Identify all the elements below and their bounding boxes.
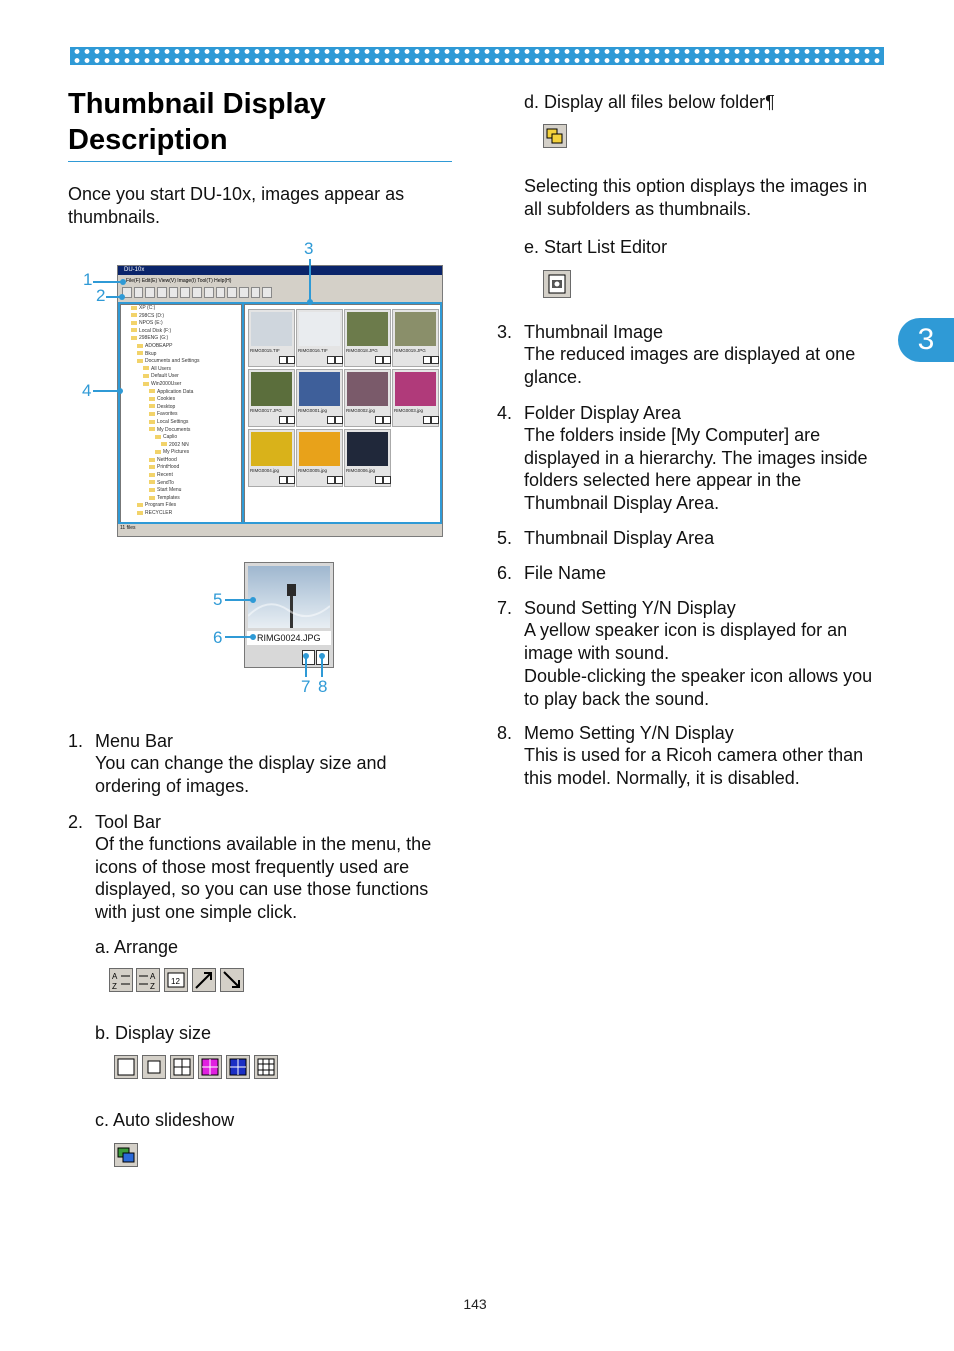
list-title-folder-display-area: Folder Display Area (524, 403, 682, 423)
thumbnail-item[interactable]: RIMG0016.TIF (296, 309, 343, 367)
page-number: 143 (463, 1296, 487, 1312)
size-medium-icon (142, 1055, 166, 1079)
tree-item[interactable]: My Pictures (121, 449, 241, 457)
callout-1-line (93, 281, 123, 283)
callout-5: 5 (213, 590, 223, 609)
tree-item[interactable]: Favorites (121, 411, 241, 419)
tree-item[interactable]: Start Menu (121, 487, 241, 495)
tree-item[interactable]: ADOBEAPP (121, 343, 241, 351)
list-num-6: 6. (497, 563, 513, 583)
tree-item[interactable]: Program Files (121, 502, 241, 510)
size-four-grid-icon (170, 1055, 194, 1079)
sort-ascending-icon (109, 968, 133, 992)
svg-text:Z: Z (150, 982, 155, 991)
tree-item[interactable]: NPOS (E:) (121, 320, 241, 328)
tree-item[interactable]: PrintHood (121, 464, 241, 472)
list-body-tool-bar: Of the functions available in the menu, the icons of those most frequently used are displayed, so you can use those functions with just one simple click. (95, 834, 432, 922)
sub-display-size: b. Display size (95, 1023, 212, 1043)
list-body-memo-setting: This is used for a Ricoh camera other than this model. Normally, it is disabled. (524, 745, 864, 788)
thumbnail-image (248, 566, 330, 628)
callout-1-dot (120, 279, 126, 285)
tree-item[interactable]: Recent (121, 472, 241, 480)
callout-1: 1 (83, 270, 93, 289)
slideshow-icon (114, 1143, 138, 1167)
svg-text:12: 12 (171, 977, 180, 986)
tree-item[interactable]: Local Disk (F:) (121, 328, 241, 336)
size-magenta-grid-icon (198, 1055, 222, 1079)
callout-3: 3 (304, 239, 314, 258)
callout-7-dot (303, 653, 309, 659)
thumbnail-item[interactable]: RIMG0003.jpg (392, 369, 439, 427)
list-title-memo-setting: Memo Setting Y/N Display (524, 723, 734, 743)
page-title: Thumbnail Display Description (68, 88, 326, 156)
tree-item[interactable]: XP (C:) (121, 305, 241, 313)
list-body2-sound-setting: Double-clicking the speaker icon allows you to play back the sound. (524, 666, 873, 709)
tree-item[interactable]: RECYCLER (121, 510, 241, 518)
thumbnail-item[interactable]: RIMG0006.jpg (344, 429, 391, 487)
tree-item[interactable]: All Users (121, 366, 241, 374)
svg-text:Z: Z (112, 982, 117, 991)
callout-6-line (225, 636, 253, 638)
tree-item[interactable]: Documents and Settings (121, 358, 241, 366)
list-num-3: 3. (497, 322, 513, 342)
list-title-thumbnail-display-area: Thumbnail Display Area (524, 528, 715, 548)
callout-6: 6 (213, 628, 223, 647)
list-body-folder-display-area: The folders inside [My Computer] are displayed in a hierarchy. The images inside folders selected here appear in the Thumbnail Display Area. (524, 425, 868, 513)
tree-item[interactable]: SendTo (121, 480, 241, 488)
callout-3-dot (307, 299, 313, 305)
screenshot-tool-bar (122, 287, 272, 299)
size-nine-grid-icon (254, 1055, 278, 1079)
intro-text: Once you start DU-10x, images appear as thumbnails. (68, 184, 405, 227)
header-pattern-band (70, 47, 884, 65)
tree-item[interactable]: Bkup (121, 351, 241, 359)
folder-area-highlight (118, 302, 244, 524)
list-num-2: 2. (68, 812, 84, 832)
list-title-file-name: File Name (524, 563, 607, 583)
callout-4: 4 (82, 381, 92, 400)
tree-item[interactable]: Cookies (121, 396, 241, 404)
callout-3-line (309, 259, 311, 303)
thumbnail-item[interactable]: RIMG0005.jpg (296, 429, 343, 487)
tree-item[interactable]: NetHood (121, 457, 241, 465)
list-num-5: 5. (497, 528, 513, 548)
arrow-down-right-icon (220, 968, 244, 992)
list-body-menu-bar: You can change the display size and ordering of images. (95, 753, 387, 796)
list-title-thumbnail-image: Thumbnail Image (524, 322, 664, 342)
callout-5-dot (250, 597, 256, 603)
arrange-icons (109, 968, 249, 994)
list-title-tool-bar: Tool Bar (95, 812, 162, 832)
tree-item[interactable]: Local Settings (121, 419, 241, 427)
callout-2: 2 (96, 286, 106, 305)
thumbnail-item[interactable]: RIMG0002.jpg (344, 369, 391, 427)
sort-descending-icon (136, 968, 160, 992)
thumbnail-item[interactable]: RIMG0001.jpg (296, 369, 343, 427)
size-blue-grid-icon (226, 1055, 250, 1079)
sub-start-list-editor: e. Start List Editor (524, 237, 668, 257)
tree-item[interactable]: Desktop (121, 404, 241, 412)
thumbnail-item[interactable]: RIMG0015.TIF (248, 309, 295, 367)
display-size-icons (114, 1055, 284, 1081)
chapter-tab: 3 (898, 318, 954, 362)
callout-7: 7 (301, 677, 311, 696)
display-all-files-icon (543, 124, 567, 148)
svg-text:A: A (150, 972, 156, 981)
tree-item[interactable]: 298ENG (G:) (121, 335, 241, 343)
arrow-up-right-icon (192, 968, 216, 992)
list-body-sound-setting: A yellow speaker icon is displayed for an image with sound. (524, 620, 848, 663)
sub-arrange: a. Arrange (95, 937, 179, 957)
callout-6-dot (250, 634, 256, 640)
thumbnail-item[interactable]: RIMG0018.JPG (344, 309, 391, 367)
thumbnail-item[interactable]: RIMG0019.JPG (392, 309, 439, 367)
size-large-icon (114, 1055, 138, 1079)
title-divider (68, 161, 452, 162)
list-editor-icon (543, 270, 571, 298)
display-all-files-description: Selecting this option displays the images in all subfolders as thumbnails. (524, 176, 868, 219)
list-num-1: 1. (68, 731, 84, 751)
tree-item[interactable]: Templates (121, 495, 241, 503)
tree-item[interactable]: 2002 NN (121, 442, 241, 450)
callout-8: 8 (318, 677, 328, 696)
list-num-7: 7. (497, 598, 513, 618)
tree-item[interactable]: My Documents (121, 427, 241, 435)
screenshot-status-bar: 11 files (120, 525, 136, 531)
tree-item[interactable]: Caplio (121, 434, 241, 442)
thumbnail-item[interactable]: RIMG0004.jpg (248, 429, 295, 487)
sub-display-all-files: d. Display all files below folder¶ (524, 92, 775, 112)
tree-item[interactable]: 298CS (D:) (121, 313, 241, 321)
list-title-menu-bar: Menu Bar (95, 731, 174, 751)
tree-item[interactable]: Default User (121, 373, 241, 381)
list-title-sound-setting: Sound Setting Y/N Display (524, 598, 736, 618)
callout-2-dot (119, 294, 125, 300)
thumbnail-file-name: RIMG0024.JPG (247, 631, 331, 645)
list-num-8: 8. (497, 723, 513, 743)
screenshot-title-bar: DU-10x (118, 266, 442, 275)
thumbnail-item[interactable]: RIMG0017.JPG (248, 369, 295, 427)
callout-8-dot (319, 653, 325, 659)
sub-auto-slideshow: c. Auto slideshow (95, 1110, 235, 1130)
callout-5-line (225, 599, 253, 601)
sort-by-date-icon (164, 968, 188, 992)
list-body-thumbnail-image: The reduced images are displayed at one glance. (524, 344, 856, 387)
callout-4-dot (117, 388, 123, 394)
tree-item[interactable]: Win2000User (121, 381, 241, 389)
list-num-4: 4. (497, 403, 513, 423)
thumbnail-area-highlight (242, 302, 442, 524)
svg-text:A: A (112, 972, 118, 981)
tree-item[interactable]: Application Data (121, 389, 241, 397)
screenshot-menu-bar: File(F) Edit(E) View(V) Image(I) Tool(T) Help(H) (126, 278, 232, 284)
